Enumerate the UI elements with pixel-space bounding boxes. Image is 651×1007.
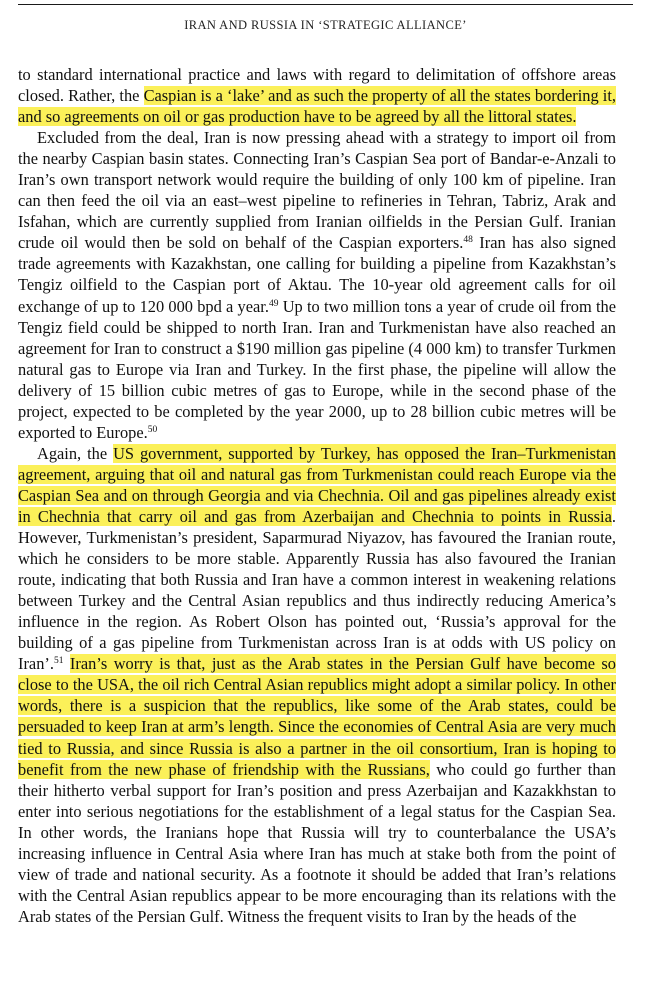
running-header: IRAN AND RUSSIA IN ‘STRATEGIC ALLIANCE’ bbox=[184, 18, 467, 32]
footnote-ref: 49 bbox=[268, 298, 279, 309]
text-run: who could go further than their hitherto verbal support for Iran’s position and press Azerbaijan and Kazakkhstan to enter into serious negotiations for the establishment of a legal status for the Caspian Sea. In other words, the Iranians hope that Russia will try to counterbalance the USA’s increasing influence in Central Asia where Iran has much at stake both from the point of view of trade and national security. As a footnote it should be added that Iran’s relations with the Central Asian republics appear to be more encouraging than its relations with the Arab states of the Persian Gulf. Witness the frequent visits to Iran by the heads of the bbox=[18, 759, 616, 926]
text-run: Up to two million tons a year of crude oil from the Tengiz field could be shipped to north Iran. Iran and Turkmenistan have also reached an agreement for Iran to construct a $190 million gas pipeline (4 000 km) to transfer Turkmen natural gas to Europe via Iran and Turkey. In the first phase, the pipeline will allow the delivery of 15 billion cubic metres of gas to Europe, while in the second phase of the project, expected to be completed by the year 2000, up to 28 billion cubic metres will be exported to Europe. bbox=[18, 296, 617, 442]
paragraph-3 bbox=[18, 443, 616, 927]
text-run: Excluded from the deal, Iran is now pressing ahead with a strategy to import oil from the nearby Caspian basin states. Connecting Iran’s Caspian Sea port of Bandar-e-Anzali to Iran’s own transport network would require the building of only 100 km of pipeline. Iran can then feed the oil via an east–west pipeline to refineries in Tehran, Tabriz, Arak and Isfahan, which are currently supplied from Iranian oilfields in the Persian Gulf. Iranian crude oil would then be sold on behalf of the Caspian exporters. bbox=[18, 128, 616, 253]
text-run: Iran has also signed trade agreements with Kazakhstan, one calling for building a pipeline from Kazakhstan’s Tengiz oilfield to the Caspian port of Aktau. The 10-year old agreement calls for oil exchange of up to 120 000 bpd a year. bbox=[18, 233, 616, 316]
text-run: . However, Turkmenistan’s president, Saparmurad Niyazov, has favoured the Iranian route, which he considers to be more stable. Apparently Russia has also favoured the Iranian route, indicating that both Russia and Iran have a common interest in weakening relations between Turkey and the Central Asian republics and thus indirectly reducing America’s influence in the region. As Robert Olson has pointed out, ‘Russia’s approval for the building of a gas pipeline from Turkmenistan across Iran is at odds with US policy on Iran’. bbox=[18, 506, 616, 674]
body-text bbox=[18, 64, 616, 927]
paragraph-2 bbox=[18, 127, 616, 443]
text-run: to standard international practice and laws with regard to delimitation of offshore areas closed. Rather, the bbox=[18, 65, 616, 106]
footnote-ref: 50 bbox=[147, 424, 158, 435]
highlighted-text: Caspian is a ‘lake’ and as such the property of all the states bordering it, and so agreements on oil or gas production have to be agreed by all the littoral states. bbox=[18, 86, 616, 127]
highlighted-text: US government, supported by Turkey, has opposed the Iran–Turkmenistan agreement, arguing that oil and natural gas from Turkmenistan could reach Europe via the Caspian Sea and on through Georgia and via Chechnia. Oil and gas pipelines already exist in Chechnia that carry oil and gas from Azerbaijan and Chechnia to points in Russia bbox=[18, 443, 616, 526]
footnote-ref: 48 bbox=[463, 235, 473, 246]
highlighted-text: Iran’s worry is that, just as the Arab states in the Persian Gulf have become so close to the USA, the oil rich Central Asian republics might adopt a similar policy. In other words, there is a suspicion that the republics, like some of the Arab states, could be persuaded to keep Iran at arm’s length. Since the economies of Central Asia are very much tied to Russia, and since Russia is also a partner in the oil consortium, Iran is hoping to benefit from the new phase of friendship with the Russians, bbox=[18, 654, 617, 779]
top-rule bbox=[18, 4, 633, 5]
text-run bbox=[63, 654, 69, 673]
text-run: Again, the bbox=[37, 443, 114, 463]
paragraph-1 bbox=[18, 64, 616, 127]
footnote-ref: 51 bbox=[53, 656, 64, 667]
